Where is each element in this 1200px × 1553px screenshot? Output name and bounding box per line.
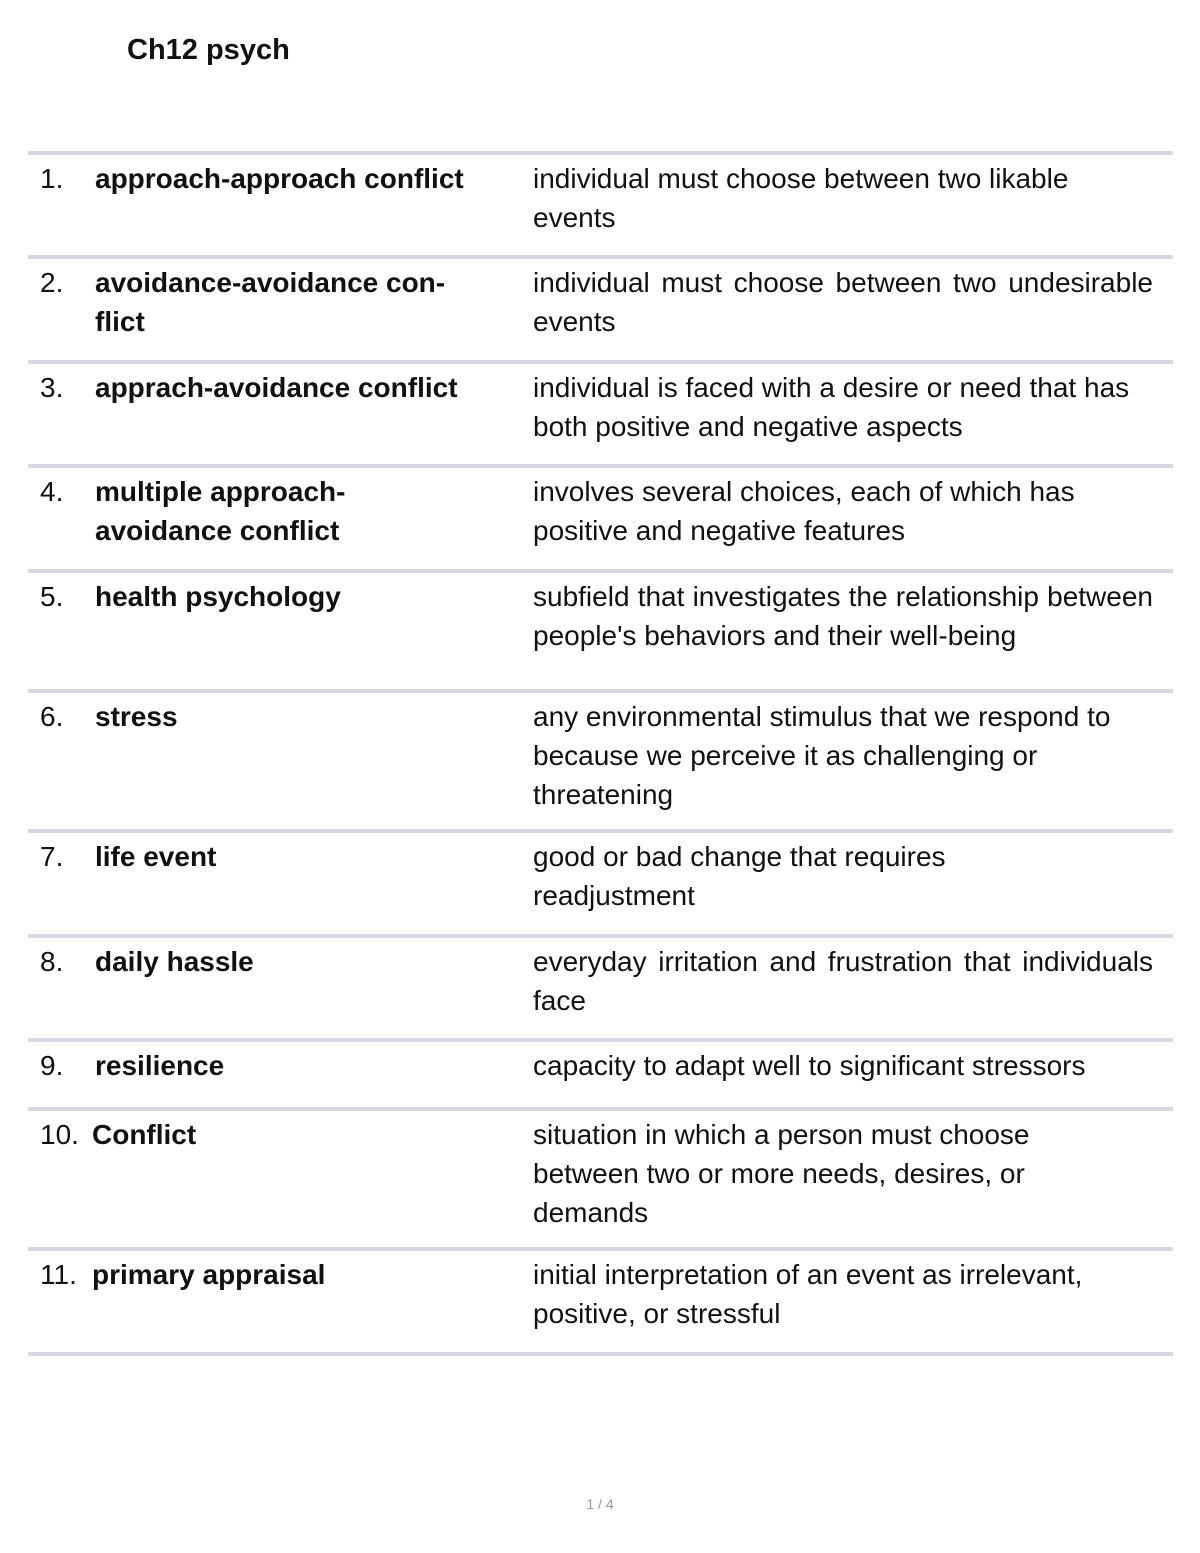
term-definition: capacity to adapt well to significant stressors — [533, 1050, 1086, 1081]
term-name: approach-approach conflict — [95, 163, 464, 194]
term-row-3 — [28, 360, 1173, 464]
term-name: stress — [95, 701, 178, 732]
term-number: 3. — [40, 372, 64, 403]
term-number: 1. — [40, 163, 64, 194]
term-definition: initial interpretation of an event as irrelevant, positive, or stressful — [533, 1259, 1083, 1329]
term-name: primary appraisal — [92, 1259, 326, 1290]
term-definition: good or bad change that requires readjustment — [533, 841, 946, 911]
term-number: 10. — [40, 1119, 79, 1150]
term-number: 5. — [40, 581, 64, 612]
term-definition: involves several choices, each of which has positive and negative features — [533, 476, 1075, 546]
term-name: daily hassle — [95, 946, 254, 977]
term-number: 8. — [40, 946, 64, 977]
term-definition: individual must choose between two likable events — [533, 163, 1069, 233]
term-name: avoidance-avoidance con- flict — [95, 267, 446, 337]
term-number: 6. — [40, 701, 64, 732]
term-row-9 — [28, 1038, 1173, 1107]
table-bottom-rule — [28, 1352, 1173, 1356]
term-row-5 — [28, 569, 1173, 689]
term-row-1 — [28, 151, 1173, 255]
term-row-6 — [28, 689, 1173, 829]
term-definition: individual is faced with a desire or need that has both positive and negative aspects — [533, 372, 1130, 442]
term-definition: situation in which a person must choose between two or more needs, desires, or demands — [533, 1119, 1030, 1228]
term-row-11 — [28, 1247, 1173, 1352]
term-row-2 — [28, 255, 1173, 360]
term-number: 11. — [40, 1259, 77, 1290]
term-row-10 — [28, 1107, 1173, 1247]
term-definition: everyday irritation and frustration that individuals face — [533, 946, 1153, 1016]
term-name: multiple approach- avoidance conflict — [95, 476, 346, 546]
term-row-7 — [28, 829, 1173, 934]
term-number: 7. — [40, 841, 64, 872]
term-name: health psychology — [95, 581, 341, 612]
term-number: 4. — [40, 476, 64, 507]
term-name: resilience — [95, 1050, 225, 1081]
term-row-8 — [28, 934, 1173, 1038]
term-number: 9. — [40, 1050, 64, 1081]
term-definition: any environmental stimulus that we respond to because we perceive it as challenging or threatening — [533, 701, 1111, 810]
term-name: Conflict — [92, 1119, 197, 1150]
term-name: life event — [95, 841, 217, 872]
page-title: Ch12 psych — [127, 34, 290, 66]
term-definition: subfield that investigates the relationship between people's behaviors and their well-being — [533, 581, 1153, 651]
term-definition: individual must choose between two undesirable events — [533, 267, 1153, 337]
terms-table — [28, 151, 1173, 1356]
term-number: 2. — [40, 267, 64, 298]
term-row-4 — [28, 464, 1173, 569]
term-name: apprach-avoidance conflict — [95, 372, 458, 403]
page-indicator: 1 / 4 — [586, 1496, 614, 1512]
